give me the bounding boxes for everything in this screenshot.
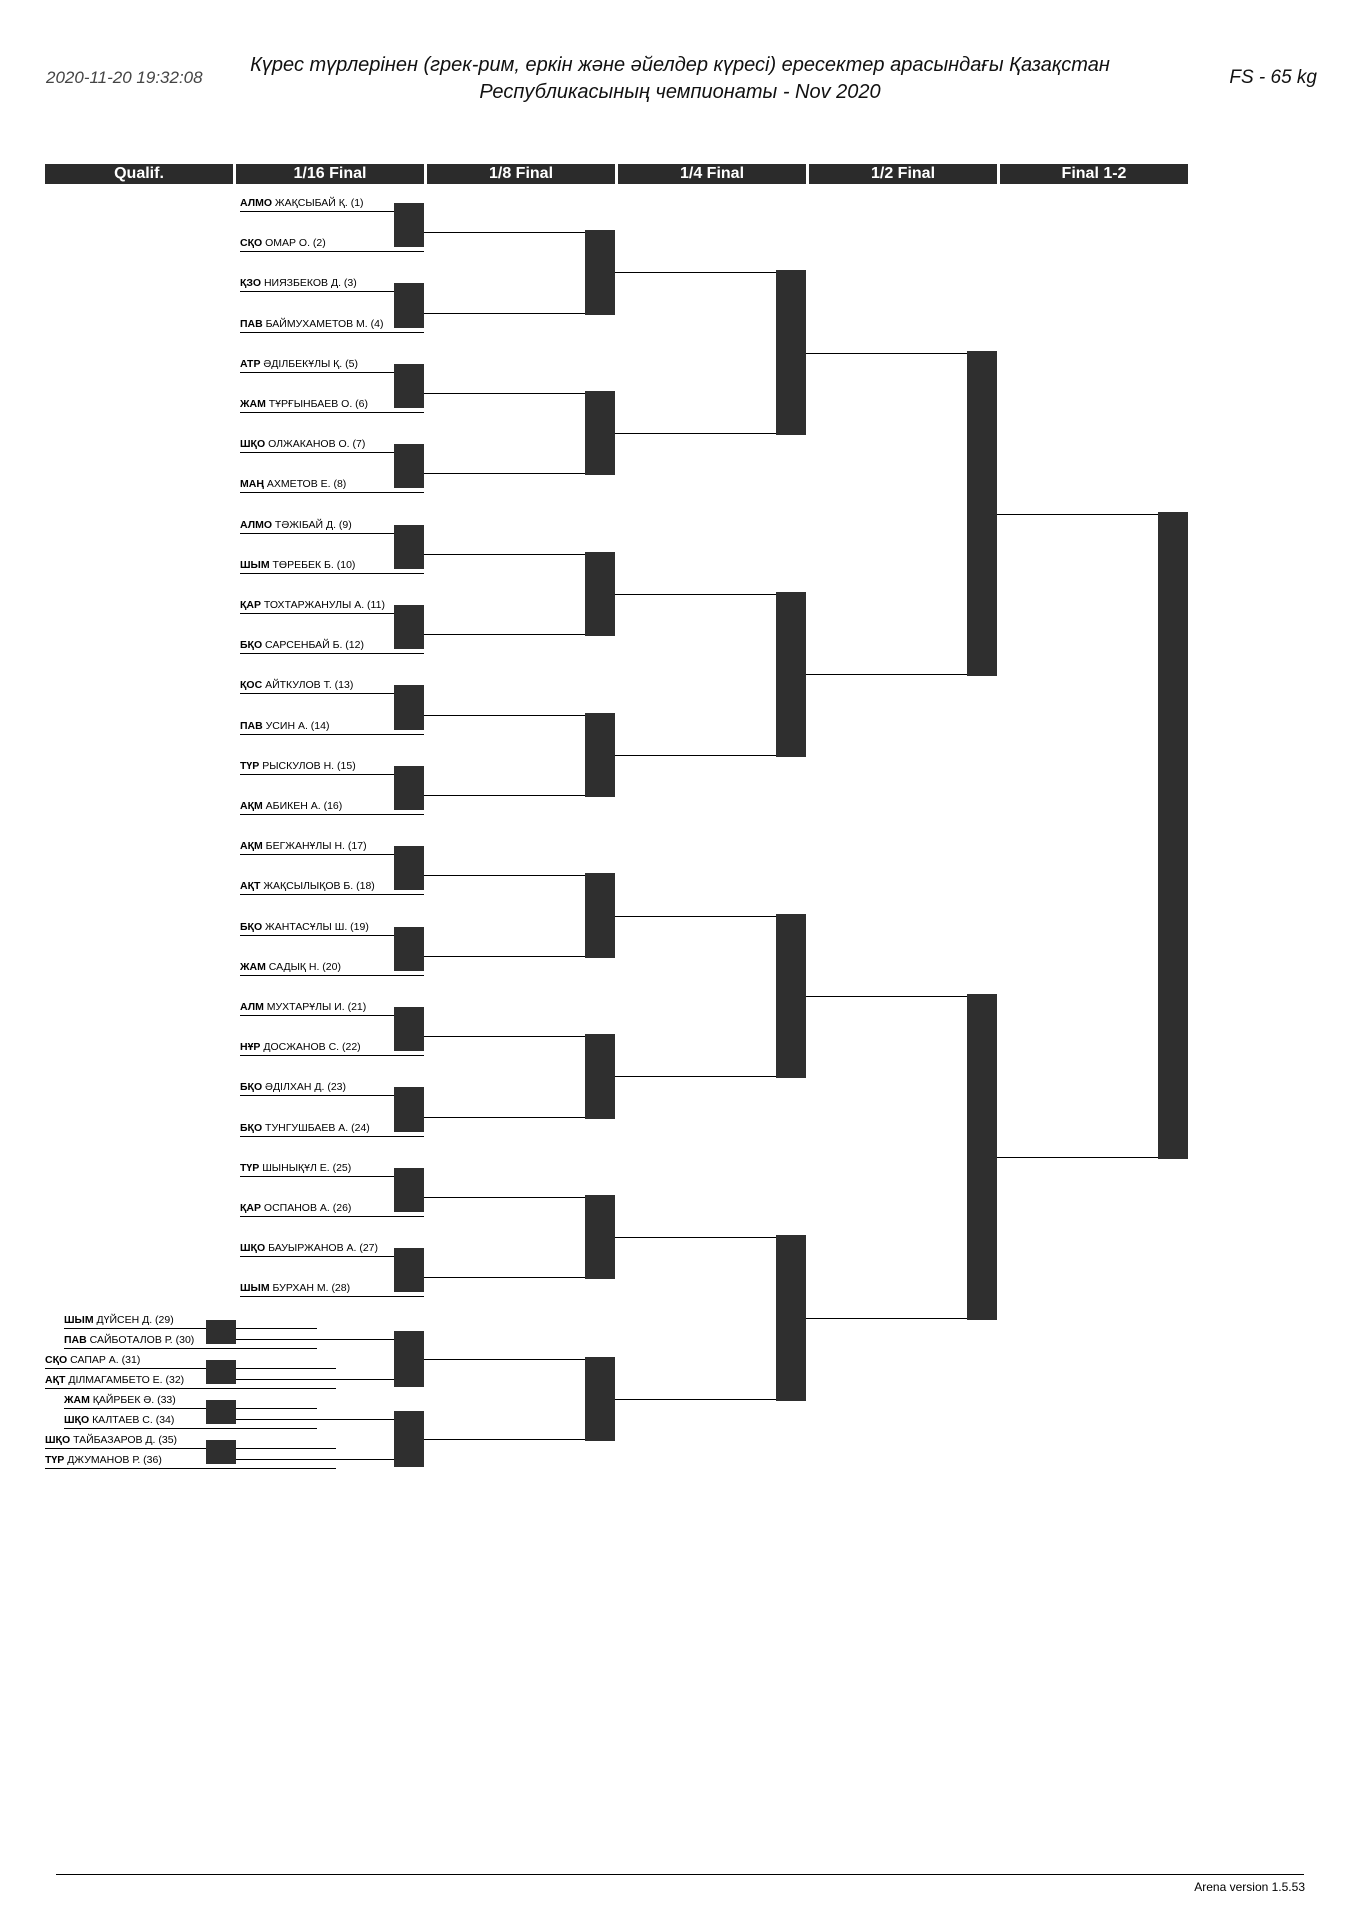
connector bbox=[806, 353, 967, 354]
qualif-entry bbox=[64, 1311, 317, 1329]
club-code: БҚО bbox=[240, 639, 263, 651]
club-code: БҚО bbox=[240, 921, 263, 933]
match-box-1-16 bbox=[394, 203, 424, 247]
match-box-1-8 bbox=[585, 391, 615, 475]
wrestler-name: АЙТКУЛОВ Т. (13) bbox=[265, 679, 354, 691]
match-box-1-2 bbox=[967, 994, 997, 1320]
wrestler-name: КАЛТАЕВ С. (34) bbox=[92, 1414, 175, 1426]
wrestler-name: БЕГЖАНҰЛЫ Н. (17) bbox=[265, 840, 367, 852]
wrestler-name: ДОСЖАНОВ С. (22) bbox=[263, 1041, 361, 1053]
club-code: ШЫМ bbox=[240, 559, 270, 571]
match-box-1-8 bbox=[585, 713, 615, 798]
match-box-final bbox=[1158, 512, 1188, 1159]
club-code: БҚО bbox=[240, 1081, 263, 1093]
match-box-1-16 bbox=[394, 1331, 424, 1387]
wrestler-name: НИЯЗБЕКОВ Д. (3) bbox=[263, 277, 357, 289]
club-code: ПАВ bbox=[240, 318, 263, 330]
connector bbox=[806, 996, 967, 997]
club-code: ҚОС bbox=[240, 679, 263, 691]
club-code: ШЫМ bbox=[64, 1314, 94, 1326]
match-box-1-16 bbox=[394, 766, 424, 810]
match-box-1-4 bbox=[776, 270, 806, 435]
match-box-1-16 bbox=[394, 1087, 424, 1132]
club-code: АЛМО bbox=[240, 519, 272, 531]
wrestler-name: ДІЛМАГАМБЕТО Е. (32) bbox=[68, 1374, 185, 1386]
match-box-1-8 bbox=[585, 230, 615, 315]
connector bbox=[615, 1076, 776, 1077]
connector bbox=[424, 1036, 585, 1037]
qualif-entry bbox=[45, 1351, 336, 1369]
wrestler-name: ТӨРЕБЕК Б. (10) bbox=[272, 559, 356, 571]
match-box-qualif bbox=[206, 1320, 236, 1344]
club-code: МАҢ bbox=[240, 478, 264, 490]
round-header-1-4: 1/4 Final bbox=[618, 164, 806, 184]
wrestler-name: ӘДІЛХАН Д. (23) bbox=[265, 1081, 346, 1093]
match-box-1-8 bbox=[585, 873, 615, 958]
match-box-1-4 bbox=[776, 1235, 806, 1401]
club-code: СҚО bbox=[240, 237, 263, 249]
wrestler-name: МУХТАРҰЛЫ И. (21) bbox=[266, 1001, 367, 1013]
connector bbox=[424, 795, 585, 796]
wrestler-name: ОМАР О. (2) bbox=[265, 237, 326, 249]
connector bbox=[424, 313, 585, 314]
wrestler-name: ДҮЙСЕН Д. (29) bbox=[96, 1314, 174, 1326]
club-code: ШҚО bbox=[240, 1242, 266, 1254]
club-code: ШҚО bbox=[64, 1414, 90, 1426]
club-code: ПАВ bbox=[64, 1334, 87, 1346]
connector bbox=[424, 1117, 585, 1118]
qualif-entry bbox=[64, 1391, 317, 1409]
connector bbox=[424, 715, 585, 716]
club-code: ТҮР bbox=[240, 1162, 260, 1174]
club-code: ТҮР bbox=[240, 760, 260, 772]
club-code: ЖАМ bbox=[240, 398, 266, 410]
club-code: СҚО bbox=[45, 1354, 68, 1366]
connector bbox=[424, 1359, 585, 1360]
match-box-qualif bbox=[206, 1400, 236, 1424]
match-box-1-4 bbox=[776, 592, 806, 757]
match-box-1-16 bbox=[394, 927, 424, 971]
club-code: АҚТ bbox=[240, 880, 261, 892]
connector bbox=[424, 554, 585, 555]
connector bbox=[424, 1439, 585, 1440]
match-box-1-8 bbox=[585, 1357, 615, 1441]
club-code: ҚАР bbox=[240, 599, 261, 611]
match-box-qualif bbox=[206, 1360, 236, 1384]
match-box-1-16 bbox=[394, 283, 424, 328]
wrestler-name: АБИКЕН А. (16) bbox=[265, 800, 343, 812]
connector bbox=[997, 1157, 1158, 1158]
club-code: АЛМО bbox=[240, 197, 272, 209]
wrestler-name: ОСПАНОВ А. (26) bbox=[263, 1202, 352, 1214]
wrestler-name: ОЛЖАКАНОВ О. (7) bbox=[268, 438, 366, 450]
match-box-1-16 bbox=[394, 444, 424, 488]
connector bbox=[615, 594, 776, 595]
club-code: ШҚО bbox=[45, 1434, 71, 1446]
match-box-1-2 bbox=[967, 351, 997, 677]
wrestler-name: ӘДІЛБЕКҰЛЫ Қ. (5) bbox=[263, 358, 358, 370]
club-code: ҚЗО bbox=[240, 277, 262, 289]
wrestler-name: БУРХАН М. (28) bbox=[272, 1282, 351, 1294]
club-code: АҚМ bbox=[240, 800, 263, 812]
wrestler-name: БАЙМУХАМЕТОВ М. (4) bbox=[265, 318, 384, 330]
footer-divider bbox=[56, 1874, 1304, 1875]
connector bbox=[997, 514, 1158, 515]
connector bbox=[424, 875, 585, 876]
wrestler-name: РЫСКУЛОВ Н. (15) bbox=[262, 760, 356, 772]
match-box-1-16 bbox=[394, 1411, 424, 1467]
qualif-entry bbox=[45, 1371, 336, 1389]
wrestler-name: ЖАҚСЫЛЫҚОВ Б. (18) bbox=[263, 880, 375, 892]
match-box-1-4 bbox=[776, 914, 806, 1079]
wrestler-name: ҚАЙРБЕК Ә. (33) bbox=[92, 1394, 176, 1406]
wrestler-name: САРСЕНБАЙ Б. (12) bbox=[265, 639, 364, 651]
print-timestamp: 2020-11-20 19:32:08 bbox=[46, 68, 203, 87]
club-code: ШҚО bbox=[240, 438, 266, 450]
connector bbox=[806, 1318, 967, 1319]
connector bbox=[615, 1237, 776, 1238]
match-box-1-16 bbox=[394, 846, 424, 890]
wrestler-name: САПАР А. (31) bbox=[70, 1354, 141, 1366]
wrestler-name: БАУЫРЖАНОВ А. (27) bbox=[268, 1242, 378, 1254]
connector bbox=[806, 674, 967, 675]
club-code: ТҮР bbox=[45, 1454, 65, 1466]
connector bbox=[615, 916, 776, 917]
wrestler-name: ТУНГУШБАЕВ А. (24) bbox=[265, 1122, 370, 1134]
connector bbox=[615, 272, 776, 273]
match-box-1-16 bbox=[394, 364, 424, 408]
qualif-entry bbox=[45, 1431, 336, 1449]
connector bbox=[615, 1399, 776, 1400]
match-box-1-16 bbox=[394, 1168, 424, 1212]
club-code: АТР bbox=[240, 358, 261, 370]
connector bbox=[424, 1277, 585, 1278]
match-box-1-8 bbox=[585, 1034, 615, 1119]
qualif-entry bbox=[64, 1331, 317, 1349]
club-code: ПАВ bbox=[240, 720, 263, 732]
club-code: ЖАМ bbox=[64, 1394, 90, 1406]
title-line-2: Республикасының чемпионаты - Nov 2020 bbox=[479, 81, 881, 103]
connector bbox=[615, 755, 776, 756]
match-box-1-16 bbox=[394, 605, 424, 649]
title-line-1: Күрес түрлерінен (грек-рим, еркін және әйелдер күресі) ересектер арасындағы Қазақстан bbox=[250, 54, 1110, 76]
club-code: ЖАМ bbox=[240, 961, 266, 973]
club-code: НҰР bbox=[240, 1041, 261, 1053]
wrestler-name: ЖАНТАСҰЛЫ Ш. (19) bbox=[265, 921, 369, 933]
qualif-entry bbox=[45, 1451, 336, 1469]
match-box-1-8 bbox=[585, 1195, 615, 1279]
wrestler-name: АХМЕТОВ Е. (8) bbox=[266, 478, 347, 490]
wrestler-name: САДЫҚ Н. (20) bbox=[268, 961, 341, 973]
match-box-1-16 bbox=[394, 685, 424, 730]
round-header-1-2: 1/2 Final bbox=[809, 164, 997, 184]
app-version: Arena version 1.5.53 bbox=[1194, 1880, 1305, 1894]
wrestler-name: ШЫНЫҚҰЛ Е. (25) bbox=[262, 1162, 352, 1174]
match-box-1-16 bbox=[394, 1248, 424, 1292]
wrestler-name: ДЖУМАНОВ Р. (36) bbox=[67, 1454, 162, 1466]
connector bbox=[424, 393, 585, 394]
match-box-qualif bbox=[206, 1440, 236, 1464]
round-header-1-16: 1/16 Final bbox=[236, 164, 424, 184]
club-code: АҚМ bbox=[240, 840, 263, 852]
club-code: ШЫМ bbox=[240, 1282, 270, 1294]
wrestler-name: ТОХТАРЖАНУЛЫ А. (11) bbox=[263, 599, 385, 611]
wrestler-name: УСИН А. (14) bbox=[265, 720, 330, 732]
wrestler-name: САЙБОТАЛОВ Р. (30) bbox=[89, 1334, 195, 1346]
wrestler-name: ЖАҚСЫБАЙ Қ. (1) bbox=[274, 197, 364, 209]
connector bbox=[424, 634, 585, 635]
wrestler-name: ТҰРҒЫНБАЕВ О. (6) bbox=[268, 398, 368, 410]
match-box-1-16 bbox=[394, 1007, 424, 1051]
club-code: ҚАР bbox=[240, 1202, 261, 1214]
connector bbox=[424, 473, 585, 474]
wrestler-name: ТӘЖІБАЙ Д. (9) bbox=[274, 519, 352, 531]
club-code: БҚО bbox=[240, 1122, 263, 1134]
weight-category: FS - 65 kg bbox=[1229, 67, 1317, 88]
connector bbox=[424, 956, 585, 957]
club-code: АҚТ bbox=[45, 1374, 66, 1386]
round-header-1-8: 1/8 Final bbox=[427, 164, 615, 184]
qualif-entry bbox=[64, 1411, 317, 1429]
match-box-1-16 bbox=[394, 525, 424, 569]
wrestler-name: ТАЙБАЗАРОВ Д. (35) bbox=[73, 1434, 178, 1446]
connector bbox=[424, 1197, 585, 1198]
connector bbox=[424, 232, 585, 233]
club-code: АЛМ bbox=[240, 1001, 264, 1013]
connector bbox=[615, 433, 776, 434]
match-box-1-8 bbox=[585, 552, 615, 636]
round-header-final: Final 1-2 bbox=[1000, 164, 1188, 184]
round-header-qualif: Qualif. bbox=[45, 164, 233, 184]
